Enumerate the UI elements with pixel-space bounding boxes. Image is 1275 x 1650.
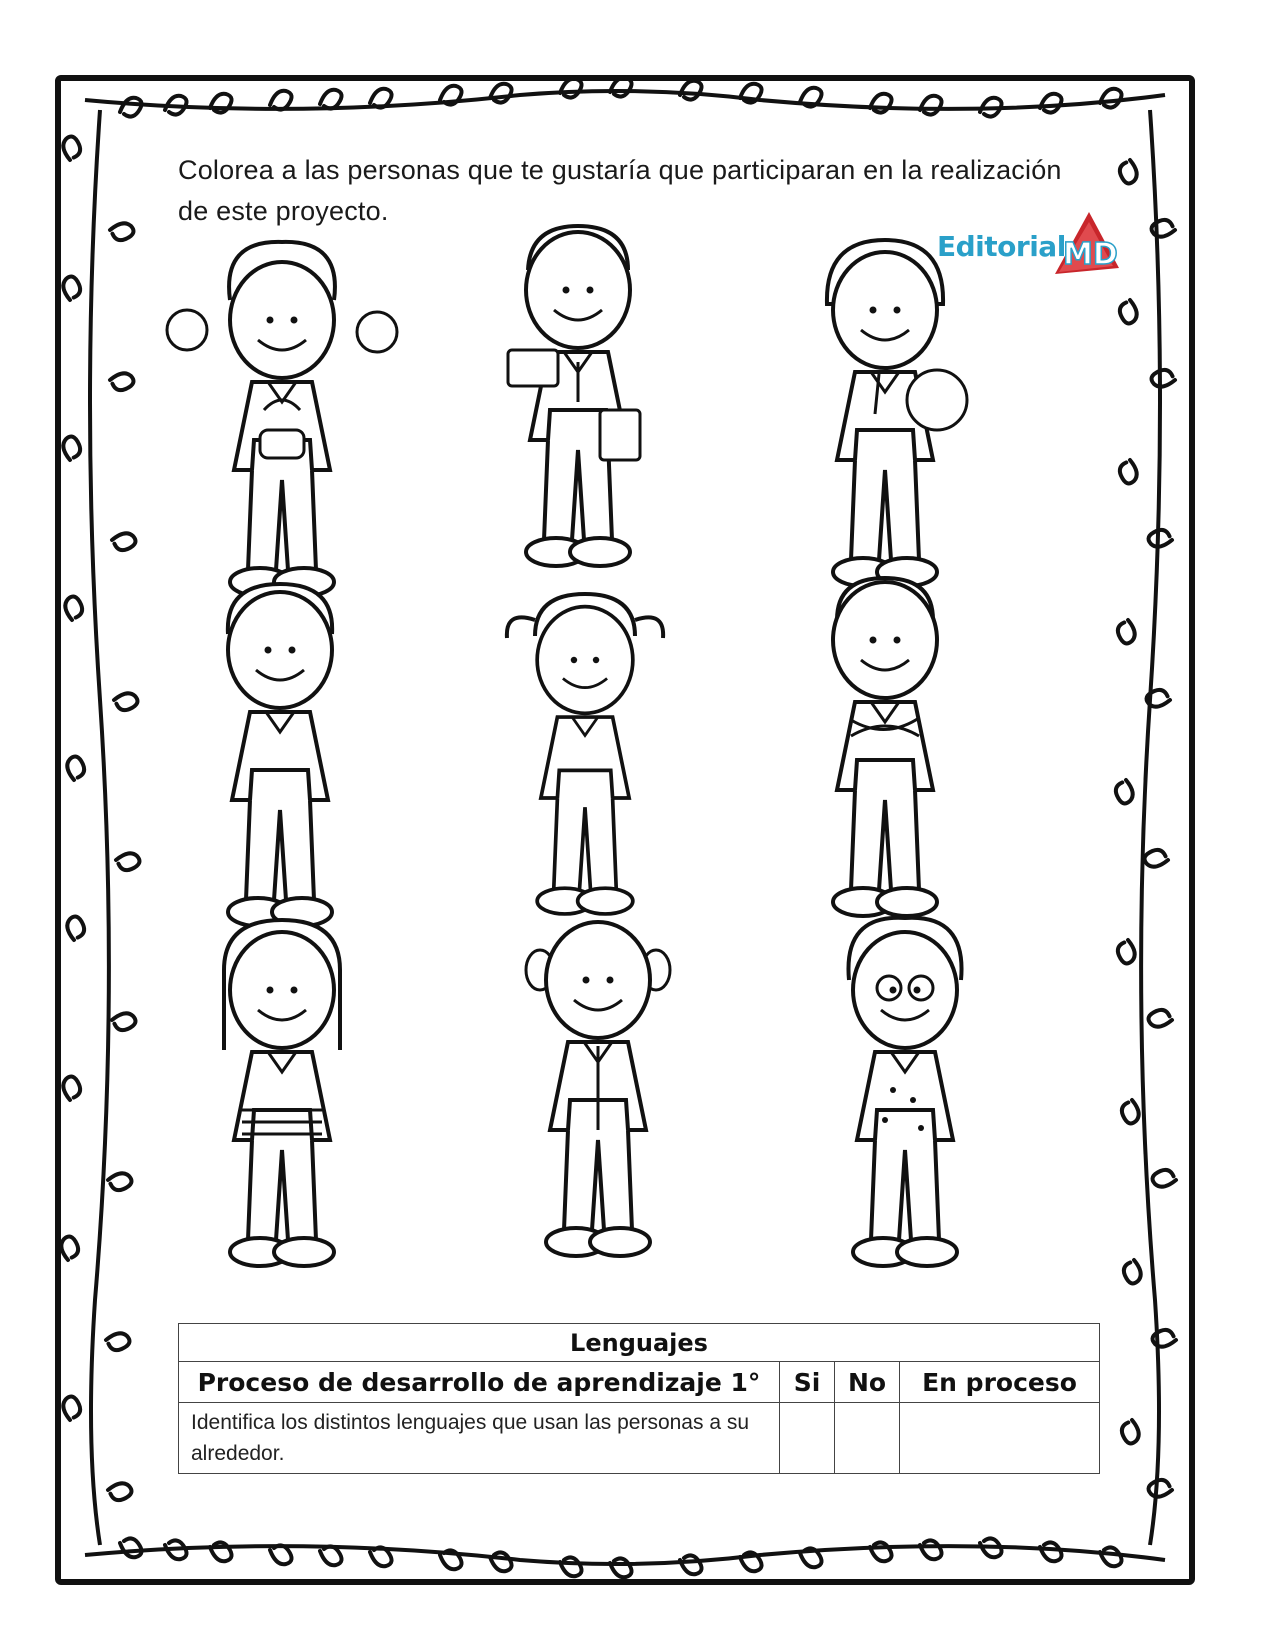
person-grandmother [848,918,961,1266]
person-businessman [508,226,640,566]
svg-text:MD: MD [1063,237,1118,272]
person-arms-crossed [833,578,937,916]
si-cell[interactable] [780,1403,835,1474]
person-grandfather [526,922,670,1256]
person-girl [507,594,663,914]
person-woman [224,920,340,1266]
criterion-cell: Identifica los distintos lenguajes que usan las personas a su alrededor. [179,1403,780,1474]
instruction-text: Colorea a las personas que te gustaría que participaran en la realización de este proyecto. [178,155,1062,226]
person-boy [228,584,332,926]
person-coach [827,240,967,586]
table-header-row [179,1362,1100,1403]
no-cell[interactable] [835,1403,900,1474]
evaluation-table [178,1323,1100,1474]
column-header-process: Proceso de desarrollo de aprendizaje 1° [179,1362,780,1403]
column-header-en-proceso: En proceso [900,1362,1100,1403]
column-header-no: No [835,1362,900,1403]
person-puppeteer [167,242,397,596]
table-row [179,1403,1100,1474]
column-header-si: Si [780,1362,835,1403]
logo-text: Editorial [937,230,1066,263]
en-proceso-cell[interactable] [900,1403,1100,1474]
table-title: Lenguajes [179,1324,1100,1362]
